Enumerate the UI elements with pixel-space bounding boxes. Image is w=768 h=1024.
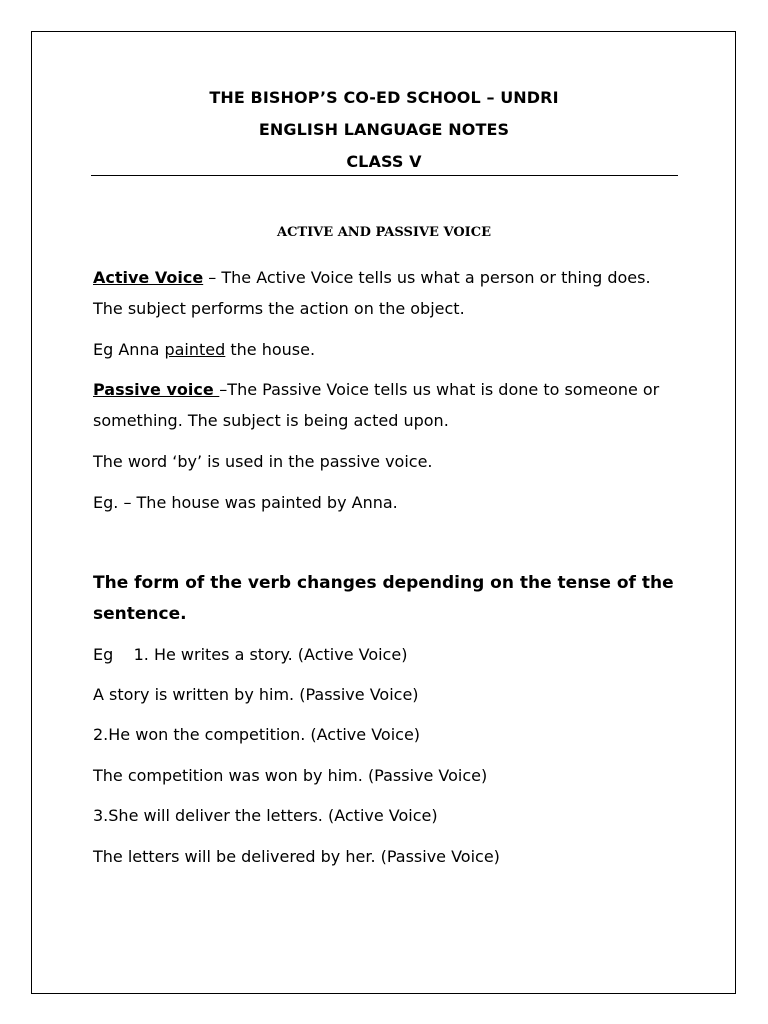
tense-note-line-1: The form of the verb changes depending on the tense of the [93,573,674,593]
passive-voice-term: Passive voice [93,380,220,399]
active-example-prefix: Eg Anna [93,340,165,359]
example-line: A story is written by him. (Passive Voice) [93,685,419,704]
passive-voice-example: Eg. – The house was painted by Anna. [93,493,398,512]
passive-voice-definition-text: –The Passive Voice tells us what is done to someone or [219,380,660,399]
active-voice-definition [93,268,651,288]
school-name: THE BISHOP’S CO-ED SCHOOL – UNDRI [209,88,559,107]
example-line: The letters will be delivered by her. (Passive Voice) [93,847,500,866]
notes-title: ENGLISH LANGUAGE NOTES [258,120,510,139]
passive-voice-definition [93,380,659,400]
example-line: Eg 1. He writes a story. (Active Voice) [93,645,408,664]
active-example-suffix: the house. [225,340,316,359]
example-line: The competition was won by him. (Passive Voice) [93,766,488,785]
section-title: ACTIVE AND PASSIVE VOICE [276,225,491,240]
passive-voice-definition-line-2: something. The subject is being acted upon. [93,411,449,430]
tense-note-line-2: sentence. [93,604,187,624]
example-line: 3.She will deliver the letters. (Active Voice) [93,806,438,825]
passive-by-note: The word ‘by’ is used in the passive voice. [93,452,433,471]
class-label: CLASS V [346,152,422,171]
header-divider [91,175,678,176]
active-voice-definition-line-2: The subject performs the action on the object. [93,299,465,318]
active-example-verb: painted [164,340,226,359]
active-voice-definition-text: – The Active Voice tells us what a person or thing does. [203,268,651,287]
example-line: 2.He won the competition. (Active Voice) [93,725,421,744]
active-voice-example [93,340,315,360]
active-voice-term: Active Voice [93,268,204,287]
